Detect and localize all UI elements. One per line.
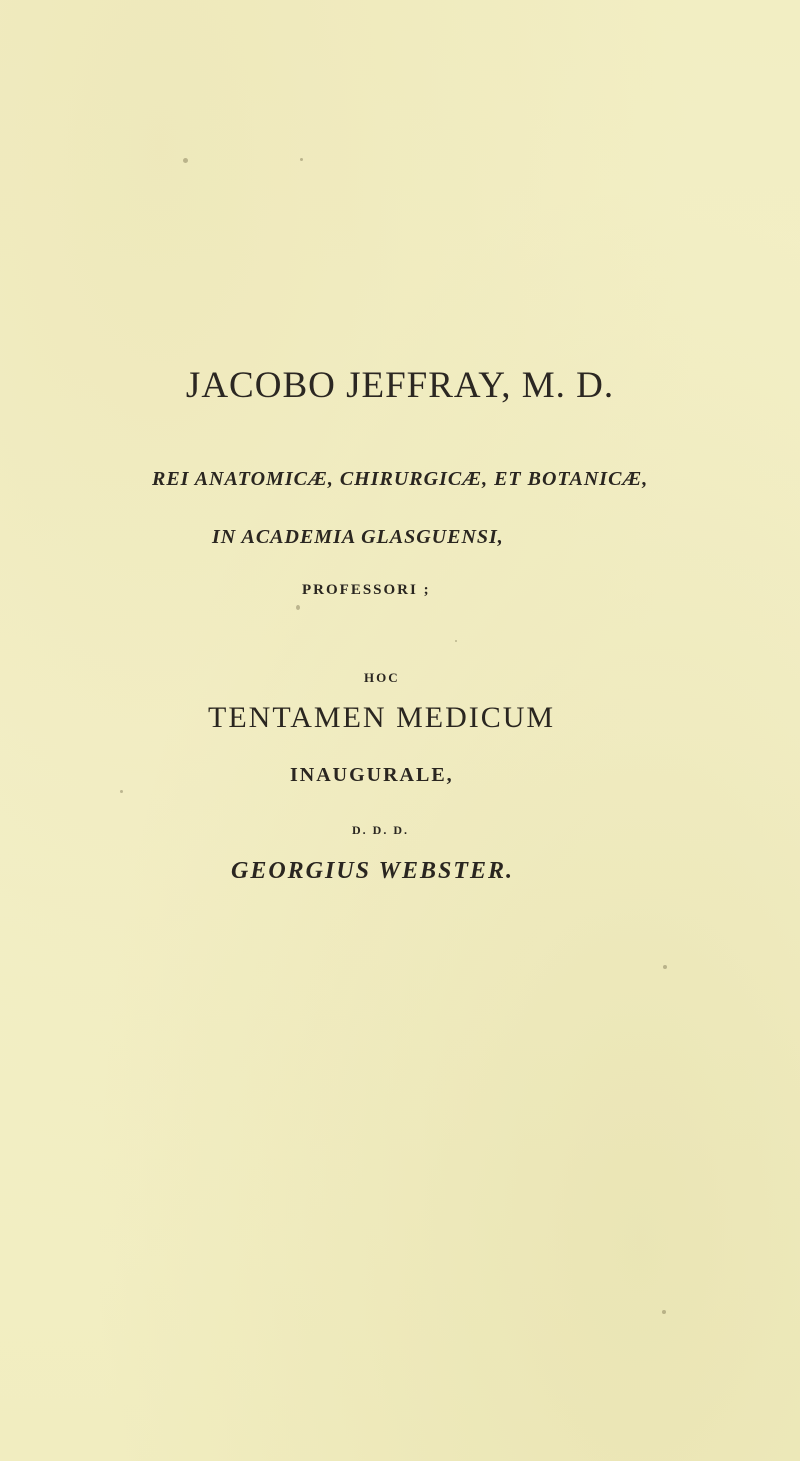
work-title: TENTAMEN MEDICUM	[208, 701, 556, 734]
academy-name: IN ACADEMIA GLASGUENSI,	[212, 526, 504, 548]
professorship-subjects: REI ANATOMICÆ, CHIRURGICÆ, ET BOTANICÆ,	[152, 468, 649, 490]
dedication-formula: D. D. D.	[352, 823, 409, 837]
paper-speck	[300, 158, 303, 161]
paper-speck	[183, 158, 188, 163]
paper-speck	[296, 605, 300, 610]
paper-speck	[662, 1310, 666, 1314]
dedicatee-name: JACOBO JEFFRAY, M. D.	[185, 365, 615, 406]
author-name: GEORGIUS WEBSTER.	[231, 858, 514, 884]
work-type: INAUGURALE,	[290, 764, 454, 786]
hoc-word: HOC	[364, 670, 400, 685]
paper-speck	[455, 640, 457, 642]
paper-speck	[663, 965, 667, 969]
professor-title: PROFESSORI ;	[302, 582, 431, 598]
paper-speck	[120, 790, 123, 793]
